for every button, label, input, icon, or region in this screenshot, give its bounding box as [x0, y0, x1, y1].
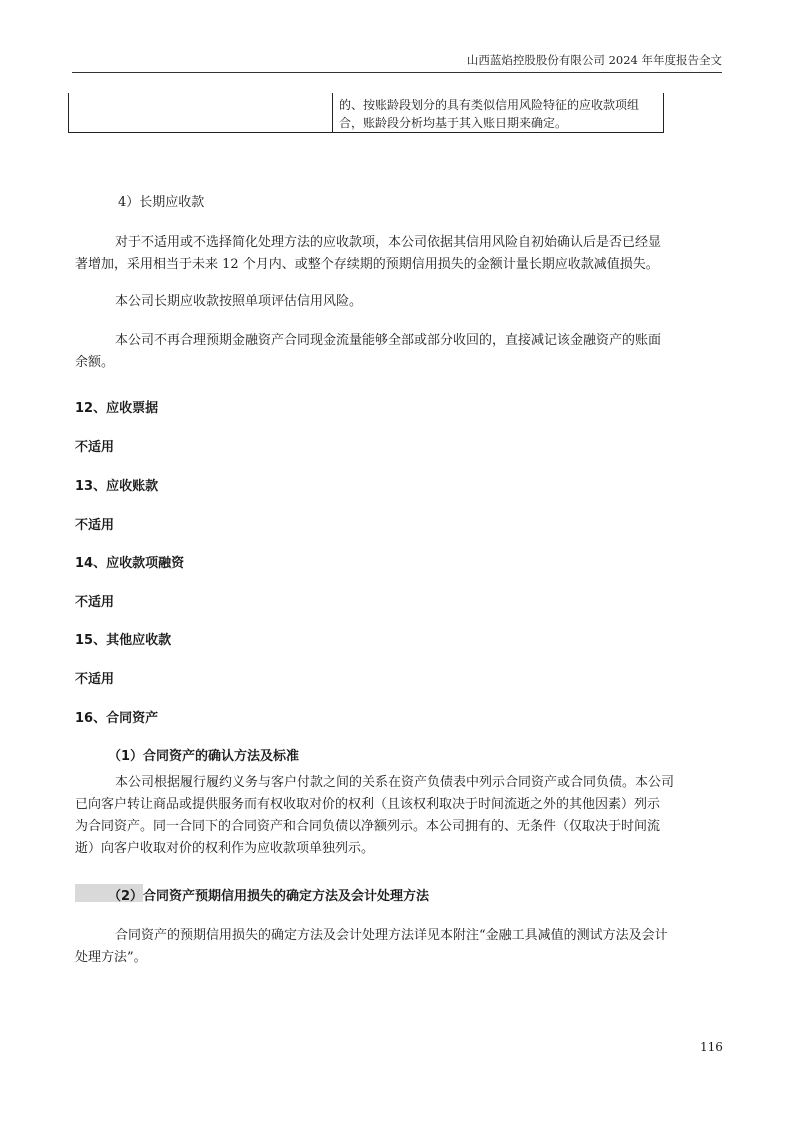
paragraph-line: 处理方法”。	[75, 950, 147, 965]
paragraph-line: 已向客户转让商品或提供服务而有权收取对价的权利（且该权利取决于时间流逝之外的其他因素）列示	[75, 797, 661, 812]
paragraph-line: 本公司根据履行履约义务与客户付款之间的关系在资产负债表中列示合同资产或合同负债。本公司	[115, 775, 675, 790]
section-12-body: 不适用	[75, 440, 115, 455]
paragraph-line: 逝）向客户收取对价的权利作为应收款项单独列示。	[75, 841, 375, 856]
section-16-subtitle-1: （1）合同资产的确认方法及标准	[108, 749, 300, 764]
report-title: 山西蓝焰控股股份有限公司 2024 年年度报告全文	[466, 53, 722, 67]
table-cell-left	[69, 93, 333, 132]
section-13-body: 不适用	[75, 518, 115, 533]
section-14-body: 不适用	[75, 595, 115, 610]
long-term-paragraph-1	[75, 232, 725, 276]
long-term-paragraph-2	[75, 291, 725, 313]
table-text-line: 合，账龄段分析均基于其入账日期来确定。	[339, 116, 568, 130]
section-14-title: 14、应收款项融资	[75, 556, 185, 571]
table-text-line: 的、按账龄段划分的具有类似信用风险特征的应收款项组	[339, 98, 640, 112]
section-16-paragraph-1	[75, 772, 725, 860]
page-number: 116	[700, 1040, 723, 1054]
long-term-receivables-title: 4）长期应收款	[118, 195, 205, 210]
paragraph-line: 合同资产的预期信用损失的确定方法及会计处理方法详见本附注“金融工具减值的测试方法及会计	[115, 928, 668, 943]
section-16-paragraph-2	[75, 925, 725, 969]
section-15-title: 15、其他应收款	[75, 633, 172, 648]
page-header	[72, 52, 722, 73]
paragraph-line: 本公司长期应收款按照单项评估信用风险。	[115, 294, 363, 309]
table-cell-right	[333, 93, 663, 132]
paragraph-line: 本公司不再合理预期金融资产合同现金流量能够全部或部分收回的，直接减记该金融资产的账面	[115, 333, 662, 348]
section-13-title: 13、应收账款	[75, 479, 159, 494]
paragraph-line: 为合同资产。同一合同下的合同资产和合同负债以净额列示。本公司拥有的、无条件（仅取决于时间流	[75, 819, 661, 834]
section-16-subtitle-2: （2）合同资产预期信用损失的确定方法及会计处理方法	[108, 889, 430, 904]
long-term-paragraph-3	[75, 330, 725, 374]
section-16-title: 16、合同资产	[75, 711, 159, 726]
paragraph-line: 著增加，采用相当于未来 12 个月内、或整个存续期的预期信用损失的金额计量长期应收款减值损失。	[75, 257, 659, 272]
paragraph-line: 对于不适用或不选择简化处理方法的应收款项，本公司依据其信用风险自初始确认后是否已经显	[115, 235, 662, 250]
paragraph-line: 余额。	[75, 355, 115, 370]
table-continuation	[68, 93, 664, 133]
section-15-body: 不适用	[75, 672, 115, 687]
section-12-title: 12、应收票据	[75, 401, 159, 416]
